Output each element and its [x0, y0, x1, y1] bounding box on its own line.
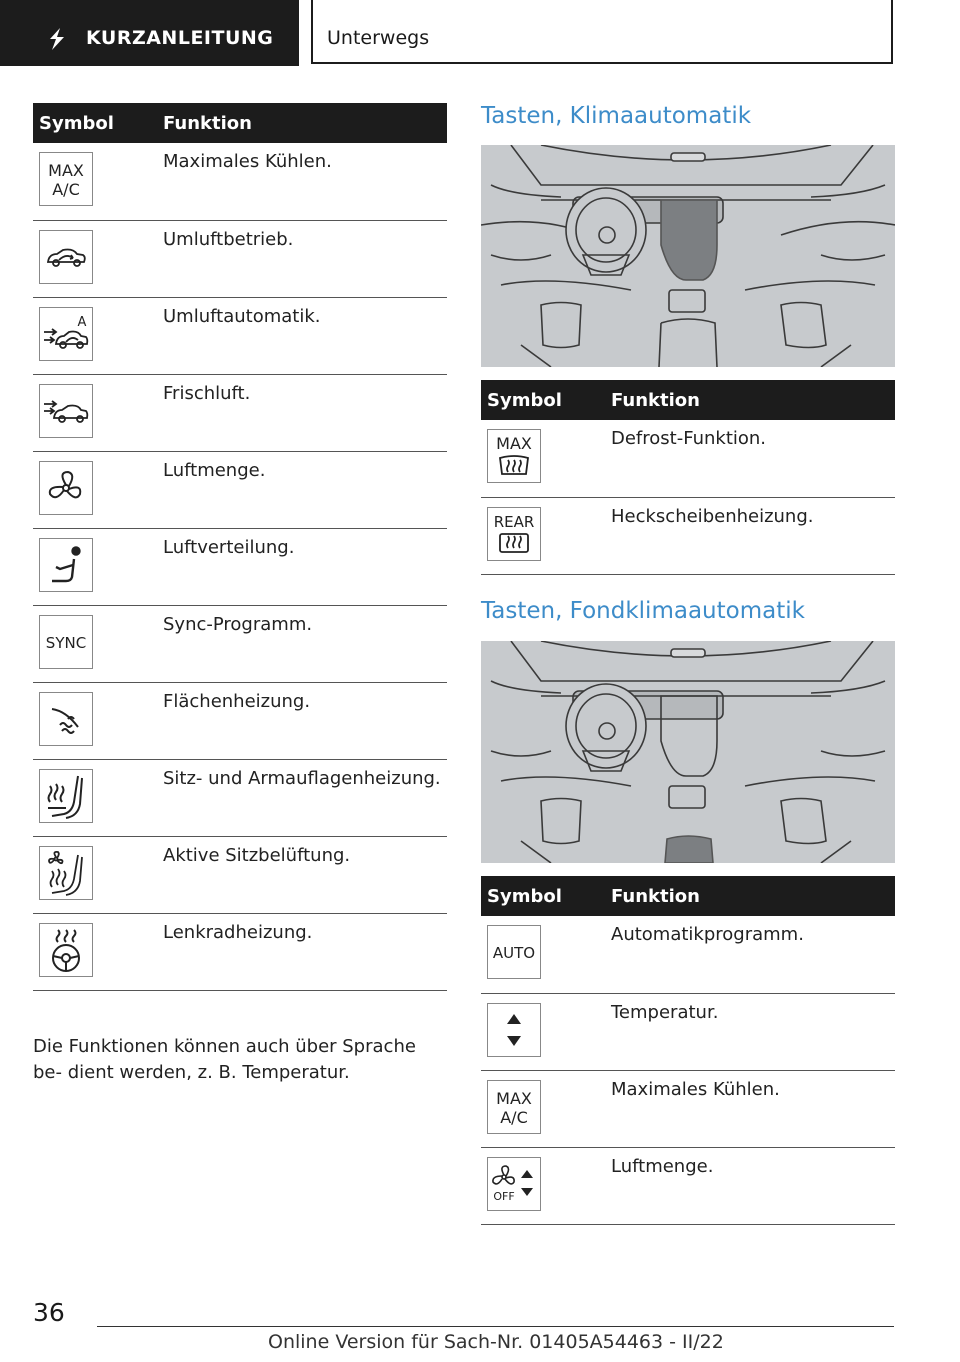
rear-icon-text: REAR [493, 512, 535, 531]
function-text: Sync-Programm. [157, 605, 447, 682]
table-header-row [481, 380, 895, 420]
function-text: Maximales Kühlen. [605, 1070, 895, 1147]
max-icon-text: MAX [496, 434, 532, 453]
fan-icon [39, 461, 93, 515]
table-row [481, 420, 895, 497]
table-row [33, 451, 447, 528]
auto-icon [487, 925, 541, 979]
function-text: Temperatur. [605, 993, 895, 1070]
col-symbol: Symbol [33, 103, 157, 143]
sync-icon-text: SYNC [45, 633, 87, 652]
function-text: Flächenheizung. [157, 682, 447, 759]
page-number: 36 [33, 1298, 65, 1327]
section-title-climate: Tasten, Klimaautomatik [481, 103, 752, 129]
table-row [33, 682, 447, 759]
left-function-table [33, 103, 447, 991]
col-function: Funktion [157, 103, 447, 143]
table-row [481, 1070, 895, 1147]
max-icon-text: MAX [496, 1088, 532, 1108]
fresh-air-icon [39, 384, 93, 438]
voice-control-note: Die Funktionen können auch über Sprache be‐ dient werden, z. B. Temperatur. [33, 1036, 416, 1083]
table-row [33, 605, 447, 682]
function-text: Defrost-Funktion. [605, 420, 895, 497]
header-section-tab[interactable] [0, 0, 299, 66]
chapter-header [311, 0, 893, 64]
function-text: Umluftbetrieb. [157, 220, 447, 297]
function-text: Lenkradheizung. [157, 913, 447, 990]
table-row [33, 528, 447, 605]
footer-version-text: Online Version für Sach-Nr. 01405A54463 - II/22 [268, 1331, 724, 1353]
steering-wheel-heating-icon [39, 923, 93, 977]
function-text: Frischluft. [157, 374, 447, 451]
table-row [33, 913, 447, 990]
function-text: Sitz- und Armauflagenheizung. [157, 759, 447, 836]
dashboard-illustration-rear [481, 641, 895, 863]
table-row [33, 759, 447, 836]
table-row [33, 836, 447, 913]
function-text: Luftmenge. [157, 451, 447, 528]
ac-icon-text: A/C [500, 1107, 528, 1127]
function-text: Luftverteilung. [157, 528, 447, 605]
max-ac-icon [39, 152, 93, 206]
temperature-arrows-icon [487, 1003, 541, 1057]
auto-icon-text: AUTO [492, 944, 536, 962]
table-row [33, 143, 447, 220]
sync-icon [39, 615, 93, 669]
max-ac-icon [487, 1080, 541, 1134]
table-header-row [33, 103, 447, 143]
table-header-row [481, 876, 895, 916]
air-distribution-icon [39, 538, 93, 592]
recirculation-icon [39, 230, 93, 284]
rear-climate-function-table [481, 876, 895, 1225]
section-title-rear-climate: Tasten, Fondklimaautomatik [481, 598, 805, 624]
climate-function-table [481, 380, 895, 575]
rear-window-heating-icon [487, 507, 541, 561]
table-row [33, 374, 447, 451]
col-function: Funktion [605, 876, 895, 916]
auto-letter: A [77, 314, 87, 330]
table-row [481, 497, 895, 574]
col-symbol: Symbol [481, 380, 605, 420]
table-row [33, 297, 447, 374]
off-icon-text: OFF [493, 1189, 515, 1203]
seat-heating-icon [39, 769, 93, 823]
table-row [481, 1147, 895, 1224]
table-row [481, 916, 895, 993]
table-row [33, 220, 447, 297]
fan-off-icon [487, 1157, 541, 1211]
max-icon-text: MAX [48, 161, 84, 180]
seat-ventilation-icon [39, 846, 93, 900]
function-text: Automatikprogramm. [605, 916, 895, 993]
function-text: Maximales Kühlen. [157, 143, 447, 220]
max-defrost-icon [487, 429, 541, 483]
col-function: Funktion [605, 380, 895, 420]
table-row [481, 993, 895, 1070]
function-text: Heckscheibenheizung. [605, 497, 895, 574]
function-text: Luftmenge. [605, 1147, 895, 1224]
dashboard-illustration-front [481, 145, 895, 367]
function-text: Aktive Sitzbelüftung. [157, 836, 447, 913]
section-label: KURZANLEITUNG [86, 27, 274, 49]
quick-guide-icon [44, 28, 68, 50]
auto-recirculation-icon [39, 307, 93, 361]
footer-divider [97, 1326, 894, 1327]
surface-heating-icon [39, 692, 93, 746]
col-symbol: Symbol [481, 876, 605, 916]
chapter-label: Unterwegs [327, 27, 430, 49]
ac-icon-text: A/C [52, 180, 80, 199]
function-text: Umluftautomatik. [157, 297, 447, 374]
